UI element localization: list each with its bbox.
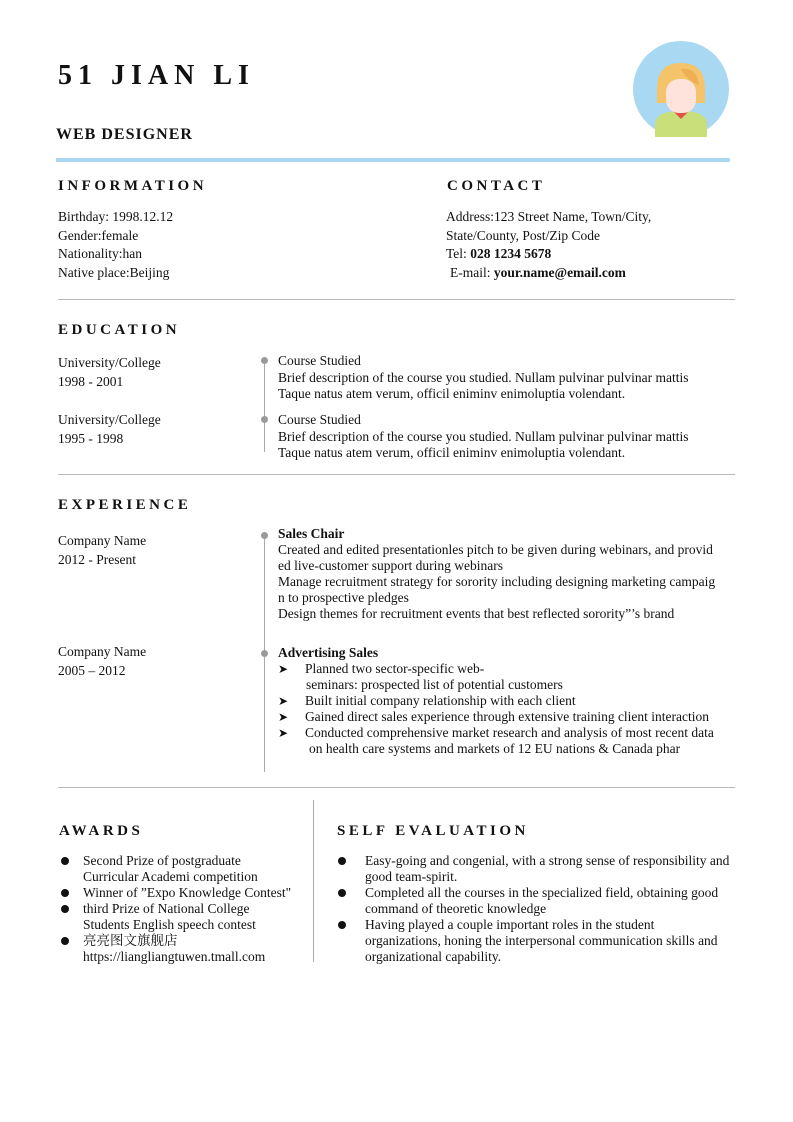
evaluation-text: organizational capability. (365, 949, 502, 964)
education-item-meta (58, 354, 161, 391)
award-text: 亮亮图文旗舰店 (83, 933, 178, 948)
bullet-dot-icon (61, 905, 69, 913)
course-title: Course Studied (278, 412, 361, 427)
award-text: Curricular Academi competition (83, 869, 258, 884)
contact-heading: CONTACT (447, 178, 546, 194)
tel-label: Tel: (446, 246, 471, 261)
gender-text: Gender:female (58, 227, 139, 243)
timeline-dot (261, 532, 268, 539)
evaluation-text: Easy-going and congenial, with a strong sense of responsibility and (365, 853, 730, 868)
information-heading: INFORMATION (58, 178, 208, 194)
divider-line (58, 299, 735, 300)
timeline-dot (261, 416, 268, 423)
native-place-text: Native place:Beijing (58, 264, 170, 280)
tel-value: 028 1234 5678 (470, 246, 552, 261)
evaluation-text: Having played a couple important roles in the student (365, 917, 655, 932)
column-divider (313, 800, 314, 962)
bullet-dot-icon (61, 889, 69, 897)
divider-line (58, 474, 735, 475)
bullet-dot-icon (338, 889, 346, 897)
bullet-item (278, 661, 714, 677)
email-value: your.name@email.com (493, 264, 626, 280)
bullet-dot-icon (61, 937, 69, 945)
education-item-body (278, 412, 689, 462)
self-evaluation-heading: SELF EVALUATION (337, 823, 529, 839)
job-desc-line: n to prospective pledges (278, 590, 409, 605)
arrow-bullet-icon: ➤ (278, 662, 289, 676)
bullet-text: Conducted comprehensive market research and analysis of most recent data (304, 725, 714, 740)
email-label: E-mail: (450, 264, 494, 280)
school-years: 1998 - 2001 (58, 373, 124, 389)
job-role: Sales Chair (278, 526, 345, 541)
bullet-dot-icon (61, 857, 69, 865)
company-name: Company Name (58, 533, 147, 548)
awards-list (83, 853, 291, 965)
school-years: 1995 - 1998 (58, 430, 124, 446)
job-desc-line: Manage recruitment strategy for sorority including designing marketing campaig (278, 574, 716, 589)
job-role: Advertising Sales (278, 645, 379, 660)
experience-item-meta (58, 643, 146, 680)
nationality-text: Nationality:han (58, 246, 142, 261)
awards-heading: AWARDS (59, 823, 144, 839)
evaluation-text: command of theoretic knowledge (365, 901, 547, 916)
bullet-dot-icon (338, 857, 346, 865)
course-desc: Brief description of the course you studied. Nullam pulvinar pulvinar mattis (278, 428, 689, 444)
resume-name: 51 JIAN LI (58, 60, 255, 91)
avatar-girl-icon (633, 41, 729, 137)
birthday-text: Birthday: 1998.12.12 (58, 209, 174, 224)
evaluation-text: good team-spirit. (365, 869, 458, 884)
award-text: Students English speech contest (83, 917, 256, 932)
bullet-text: Planned two sector-specific web- (304, 661, 485, 676)
award-text: https://liangliangtuwen.tmall.com (83, 949, 266, 964)
evaluation-text: organizations, honing the interpersonal communication skills and (365, 933, 718, 948)
bullet-item (278, 693, 714, 709)
experience-heading: EXPERIENCE (58, 497, 192, 513)
evaluation-text: Completed all the courses in the specialized field, obtaining good (365, 885, 719, 900)
email-line (446, 264, 651, 283)
job-years: 2012 - Present (58, 551, 136, 567)
course-desc: Taque natus atem verum, officil eniminv enimoluptia volendant. (278, 445, 626, 460)
experience-item-meta (58, 532, 146, 569)
address-line2: State/County, Post/Zip Code (446, 227, 601, 243)
award-text: third Prize of National College (83, 901, 250, 916)
company-name: Company Name (58, 644, 147, 659)
education-item-meta (58, 411, 161, 448)
job-desc-line: Design themes for recruitment events that best reflected sorority”’s brand (278, 606, 675, 621)
course-desc: Brief description of the course you studied. Nullam pulvinar pulvinar mattis (278, 369, 689, 385)
bullet-text: Built initial company relationship with each client (304, 693, 576, 708)
award-text: Winner of ”Expo Knowledge Contest" (83, 885, 292, 900)
bullet-text: Gained direct sales experience through extensive training client interaction (304, 709, 710, 724)
school-name: University/College (58, 412, 161, 427)
arrow-bullet-icon: ➤ (278, 726, 289, 740)
course-desc: Taque natus atem verum, officil eniminv enimoluptia volendant. (278, 386, 626, 401)
bullet-item (278, 709, 714, 725)
job-title: WEB DESIGNER (56, 126, 193, 143)
arrow-bullet-icon: ➤ (278, 710, 289, 724)
header-divider (56, 158, 730, 162)
timeline-dot (261, 357, 268, 364)
experience-item-body (278, 645, 714, 757)
arrow-bullet-icon: ➤ (278, 694, 289, 708)
self-evaluation-list (365, 853, 729, 965)
bullet-continuation: on health care systems and markets of 12 EU nations & Canada phar (309, 741, 681, 756)
education-heading: EDUCATION (58, 322, 181, 338)
education-item-body (278, 353, 689, 403)
award-text: Second Prize of postgraduate (83, 853, 241, 868)
divider-line (58, 787, 735, 788)
timeline-line (264, 360, 265, 452)
timeline-dot (261, 650, 268, 657)
bullet-item (278, 725, 714, 741)
job-years: 2005 – 2012 (58, 662, 126, 678)
job-desc-line: ed live-customer support during webinars (278, 558, 503, 573)
information-block (58, 208, 173, 282)
bullet-continuation: seminars: prospected list of potential customers (306, 677, 563, 692)
school-name: University/College (58, 355, 161, 370)
tel-line (446, 245, 651, 264)
contact-block (446, 208, 651, 282)
course-title: Course Studied (278, 353, 361, 368)
experience-item-body (278, 526, 715, 622)
bullet-dot-icon (338, 921, 346, 929)
job-desc-line: Created and edited presentationles pitch to be given during webinars, and provid (278, 542, 713, 557)
address-line1: Address:123 Street Name, Town/City, (446, 209, 652, 224)
